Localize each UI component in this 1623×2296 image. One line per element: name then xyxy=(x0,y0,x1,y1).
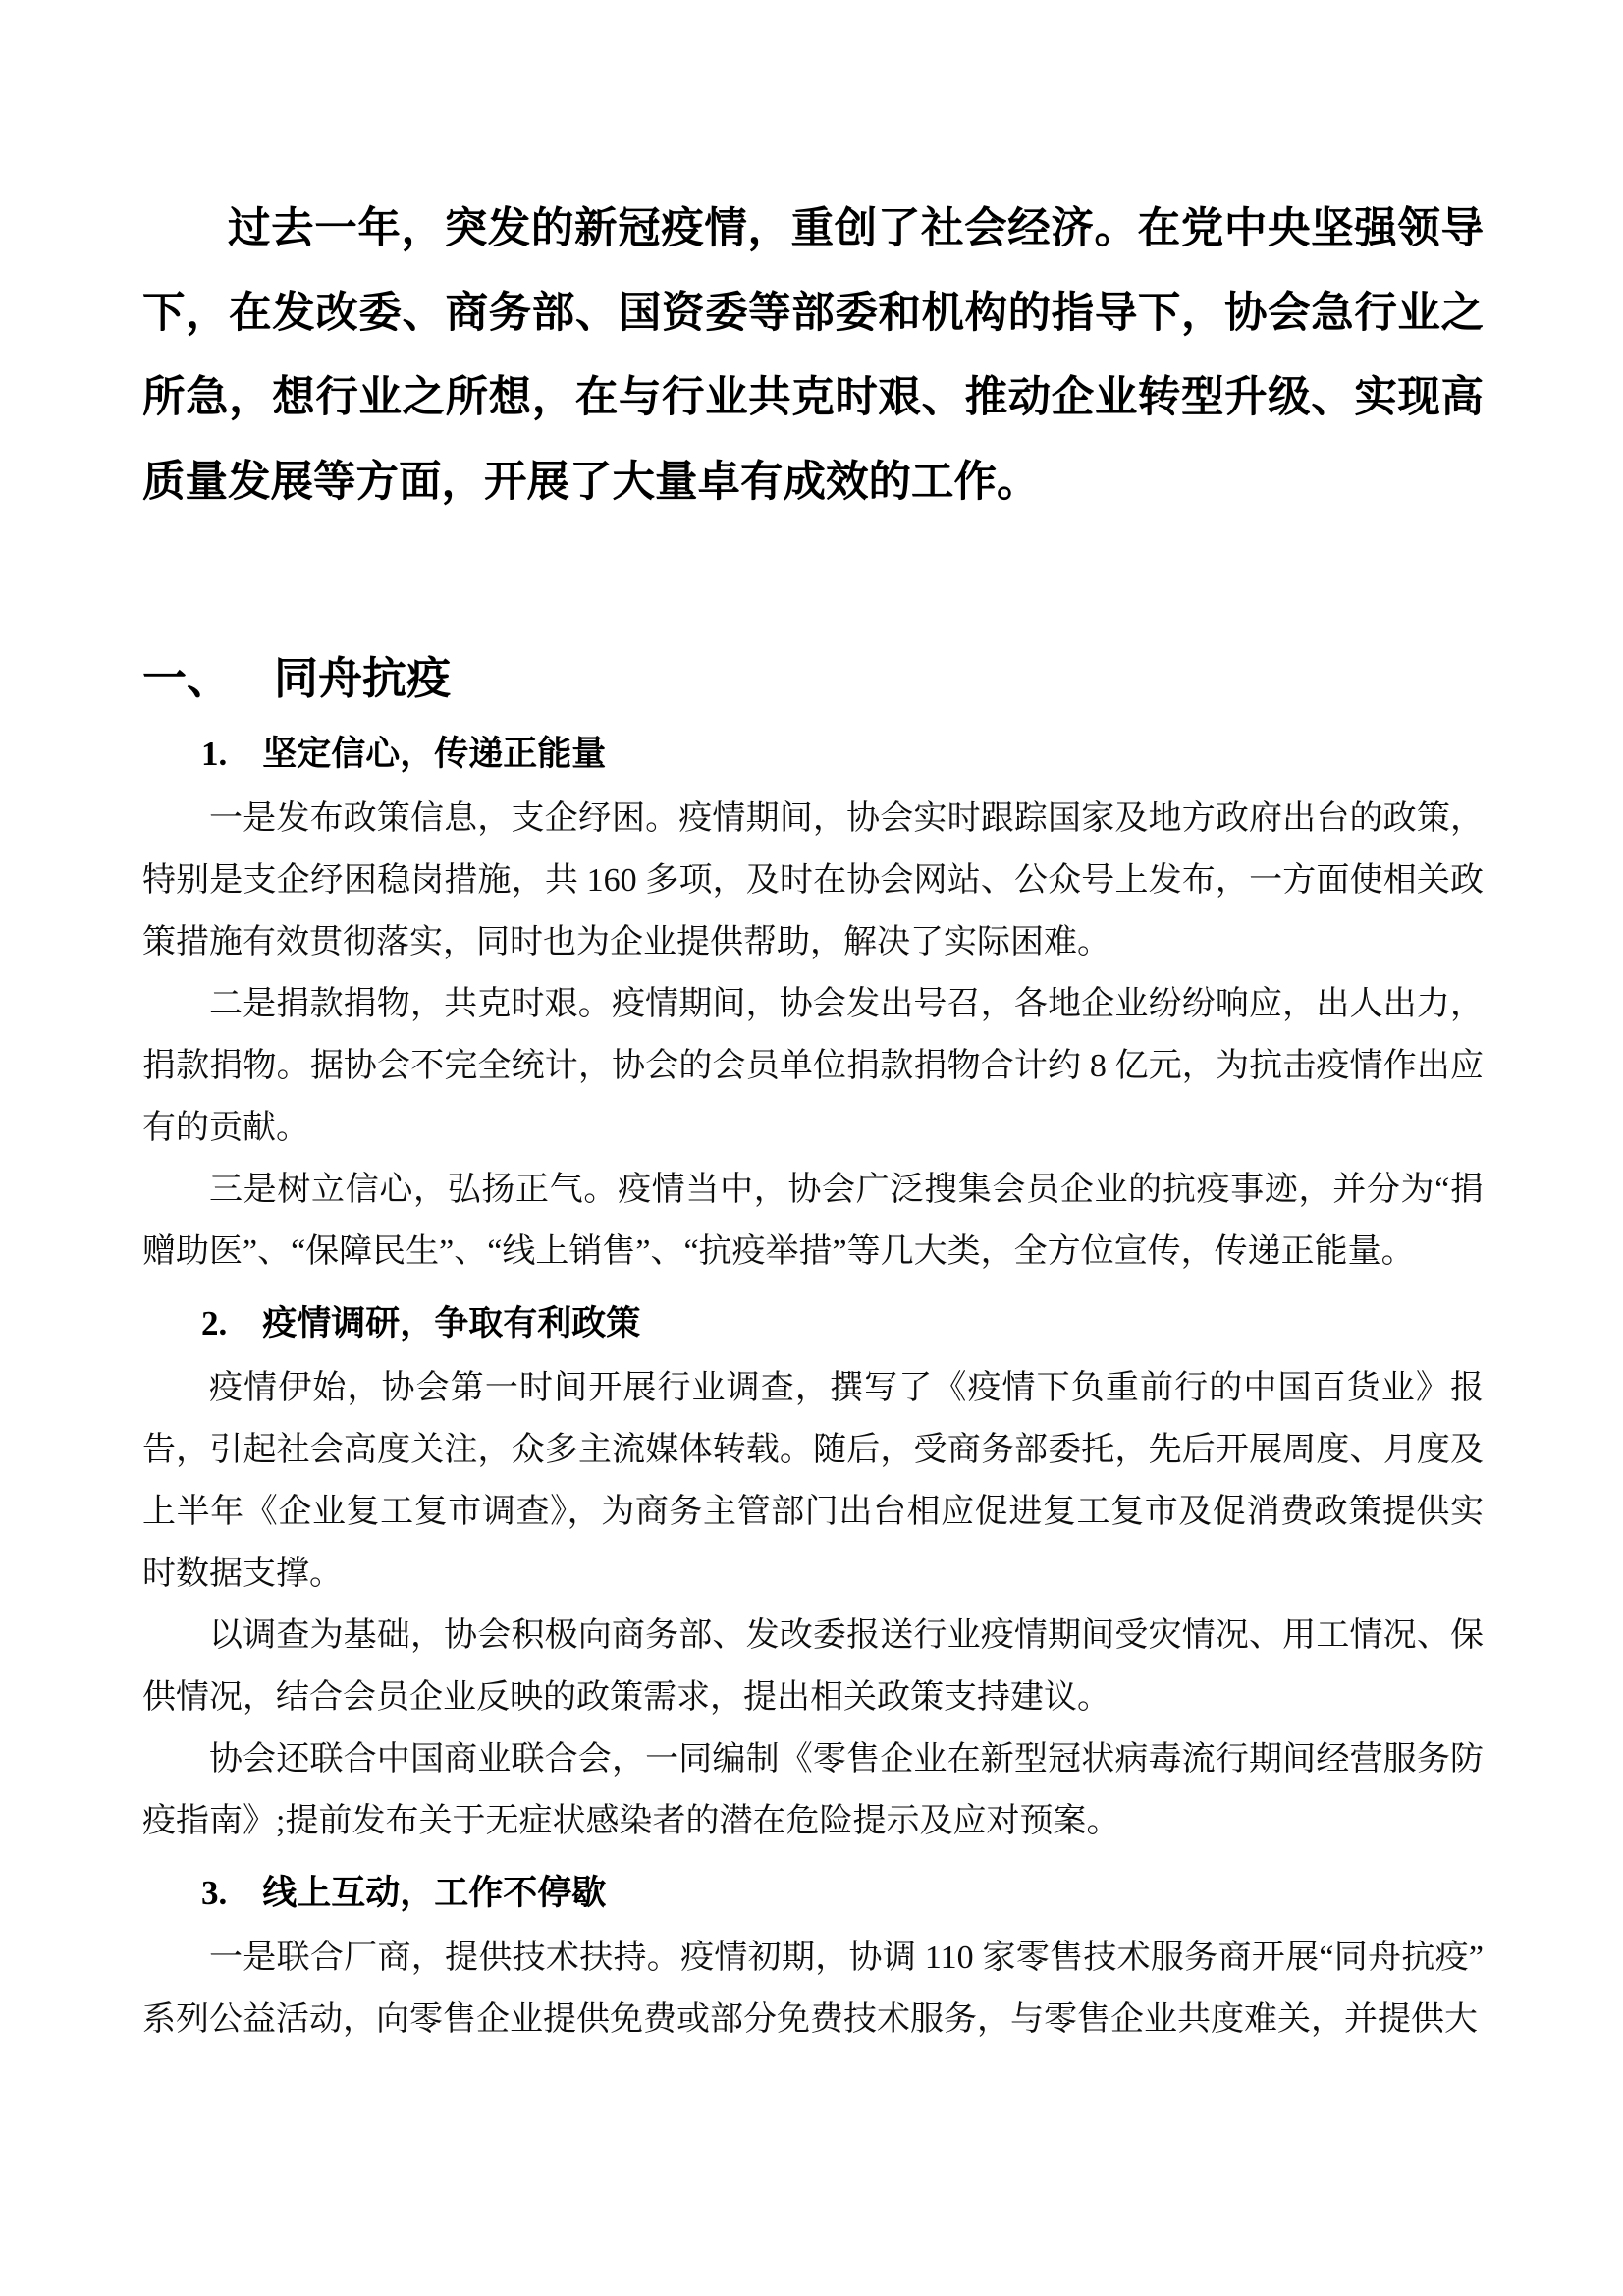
intro-paragraph: 过去一年，突发的新冠疫情，重创了社会经济。在党中央坚强领导下，在发改委、商务部、国资委等部委和机构的指导下，协会急行业之所急，想行业之所想，在与行业共克时艰、推动企业转型升级、实现高质量发展等方面，开展了大量卓有成效的工作。 xyxy=(142,205,1484,506)
subsection-heading-1 xyxy=(201,727,1484,782)
chapter-title: 同舟抗疫 xyxy=(274,654,452,703)
paragraph: 协会还联合中国商业联合会，一同编制《零售企业在新型冠状病毒流行期间经营服务防疫指南》;提前发布关于无症状感染者的潜在危险提示及应对预案。 xyxy=(142,1741,1484,1839)
paragraph: 疫情伊始，协会第一时间开展行业调查，撰写了《疫情下负重前行的中国百货业》报告，引起社会高度关注，众多主流媒体转载。随后，受商务部委托，先后开展周度、月度及上半年《企业复工复市调查》，为商务主管部门出台相应促进复工复市及促消费政策提供实时数据支撑。 xyxy=(142,1370,1484,1592)
chapter-heading xyxy=(142,644,1484,713)
paragraph: 三是树立信心，弘扬正气。疫情当中，协会广泛搜集会员企业的抗疫事迹，并分为“捐赠助医”、“保障民生”、“线上销售”、“抗疫举措”等几大类，全方位宣传，传递正能量。 xyxy=(142,1172,1484,1270)
paragraph: 以调查为基础，协会积极向商务部、发改委报送行业疫情期间受灾情况、用工情况、保供情况，结合会员企业反映的政策需求，提出相关政策支持建议。 xyxy=(142,1617,1484,1716)
paragraph: 一是发布政策信息，支企纾困。疫情期间，协会实时跟踪国家及地方政府出台的政策，特别是支企纾困稳岗措施，共 160 多项，及时在协会网站、公众号上发布，一方面使相关政策措施有效贯彻落实，同时也为企业提供帮助，解决了实际困难。 xyxy=(142,800,1484,960)
section-3 xyxy=(142,1866,1484,2050)
section-1 xyxy=(142,727,1484,1283)
subsection-title: 线上互动，工作不停歇 xyxy=(262,1874,607,1912)
subsection-heading-2 xyxy=(201,1296,1484,1351)
subsection-number: 3. xyxy=(201,1874,228,1912)
subsection-title: 疫情调研，争取有利政策 xyxy=(262,1304,641,1342)
paragraph: 一是联合厂商，提供技术扶持。疫情初期，协调 110 家零售技术服务商开展“同舟抗疫”系列公益活动，向零售企业提供免费或部分免费技术服务，与零售企业共度难关，并提供大 xyxy=(142,1940,1484,2038)
subsection-number: 2. xyxy=(201,1304,228,1342)
subsection-number: 1. xyxy=(201,735,228,773)
subsection-heading-3 xyxy=(201,1866,1484,1921)
paragraph: 二是捐款捐物，共克时艰。疫情期间，协会发出号召，各地企业纷纷响应，出人出力，捐款捐物。据协会不完全统计，协会的会员单位捐款捐物合计约 8 亿元，为抗击疫情作出应有的贡献。 xyxy=(142,986,1484,1146)
chapter-number: 一、 xyxy=(142,654,232,703)
subsection-title: 坚定信心，传递正能量 xyxy=(262,735,607,773)
section-2 xyxy=(142,1296,1484,1852)
